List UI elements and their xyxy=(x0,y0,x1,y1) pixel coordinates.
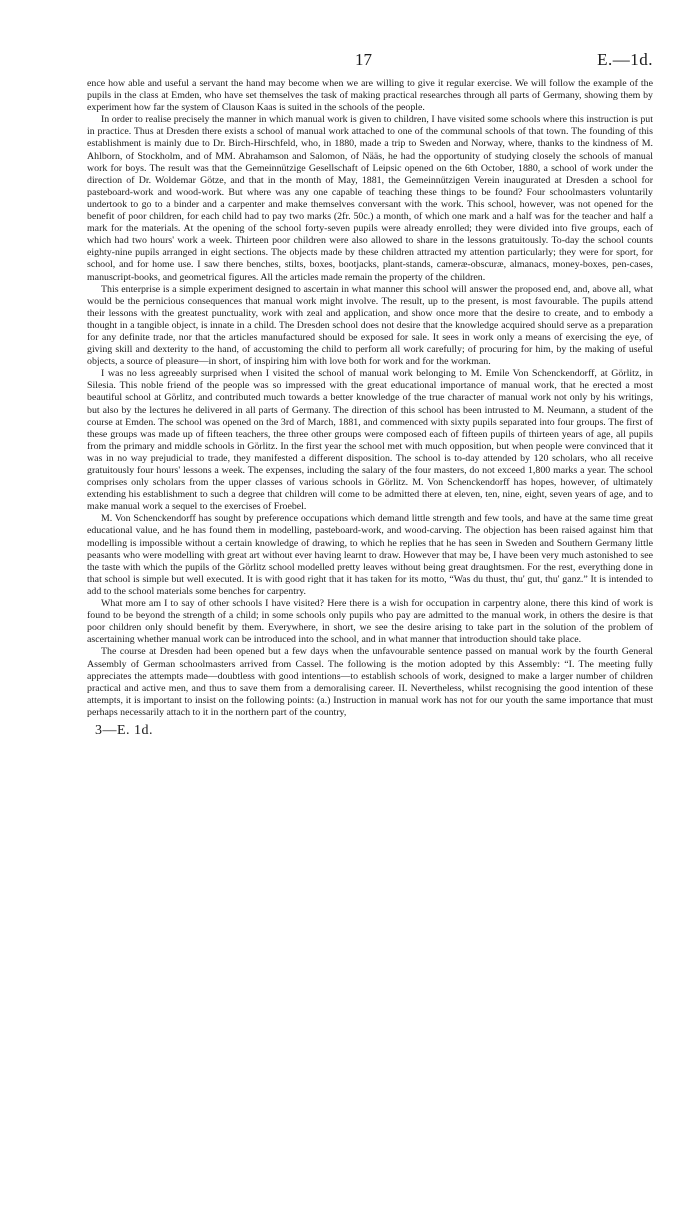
document-page xyxy=(87,50,653,739)
page-number: 17 xyxy=(355,50,372,69)
document-reference: E.—1d. xyxy=(597,50,653,69)
paragraph-enterprise: This enterprise is a simple experiment designed to ascertain in what manner this school will answer the proposed end, and, above all, what would be the pernicious consequences that manual work might involve. The result, up to the present, is most favourable. The pupils attend their lessons with the greatest punctuality, work with zeal and application, and show once more that the desire to create, and to embody a thought in a tangible object, is innate in a child. The Dresden school does not desire that the knowledge acquired should serve as a preparation for any definite trade, nor that the articles manufactured should be exposed for sale. It sees in work only a means of exercising the eye, of giving skill and dexterity to the hand, of accustoming the child to perform all work carefully; of procuring for him, by the making of useful objects, a source of pleasure—in short, of inspiring him with love both for work and for the workman. xyxy=(87,283,653,368)
paragraph-other-schools: What more am I to say of other schools I have visited? Here there is a wish for occupation in carpentry alone, there this kind of work is found to be beyond the strength of a child; in some schools only pupils who pay are admitted to the manual work, in others the desire is that poor children only should benefit by them. Everywhere, in short, we see the desire arising to take part in the solution of the problem of ascertaining whether manual work can be introduced into the school, and in what manner that introduction should take place. xyxy=(87,598,653,646)
paragraph-cassel-assembly: The course at Dresden had been opened but a few days when the unfavourable sentence passed on manual work by the fourth General Assembly of German schoolmasters arrived from Cassel. The following is the motion adopted by this Assembly: “I. The meeting fully appreciates the attempts made—doubtless with good intentions—to establish schools of work, designed to make a larger number of children practical and active men, and thus to save them from a demoralising career. II. Nevertheless, whilst recognising the good intention of these attempts, it is important to insist on the following points: (a.) Instruction in manual work has not for our youth the same importance that must perhaps necessarily attach to it in the northern part of the country, xyxy=(87,646,653,718)
page-header xyxy=(87,50,653,72)
paragraph-gorlitz-school: I was no less agreeably surprised when I visited the school of manual work belonging to M. Emile Von Schenckendorff, at Görlitz, in Silesia. This noble friend of the people was so impressed with the great educational importance of manual work, that he erected a most beautiful school at Görlitz, and contributed much towards a better knowledge of the true character of manual work not only by his writings, but also by the lectures he delivered in all parts of Germany. The direction of this school has been intrusted to M. Neumann, a student of the course at Emden. The school was opened on the 3rd of March, 1881, and commenced with sixty pupils separated into four groups. The first of these groups was made up of fifteen teachers, the three other groups were composed each of fifteen pupils of thirteen years of age, all pupils from the primary and middle schools in Görlitz. In the first year the school met with much opposition, but when people were convinced that it was in no way prejudicial to trade, they manifested a different disposition. The school is to-day attended by 120 scholars, who all receive gratuitously four hours' lessons a week. The expenses, including the salary of the four masters, do not exceed 1,800 marks a year. The school comprises only scholars from the upper classes of various schools in Görlitz. M. Von Schenckendorff has hopes, however, of ultimately extending his establishment to such a degree that children will come to be admitted there at eleven, ten, nine, eight, seven years of age, and to make manual work a sequel to the exercises of Froebel. xyxy=(87,368,653,513)
signature-mark: 3—E. 1d. xyxy=(95,722,154,738)
paragraph-continuation: ence how able and useful a servant the hand may become when we are willing to give it regular exercise. We will follow the example of the pupils in the class at Emden, who have set themselves the task of making practical researches through all parts of Germany, showing them by experiment how far the system of Clauson Kaas is suited in the schools of the people. xyxy=(87,78,653,114)
paragraph-schenckendorff: M. Von Schenckendorff has sought by preference occupations which demand little strength and few tools, and have at the same time great educational value, and he has found them in modelling, pasteboard-work, and wood-carving. The objection has been raised against him that modelling is impossible without a certain knowledge of drawing, to which he replies that he has seen in Sweden and Southern Germany little peasants who were modelling with great art without ever having learnt to draw. However that may be, I have been very much astonished to see the taste with which the pupils of the Görlitz school modelled pretty leaves without being great draughtsmen. For the rest, everything done in that school is simple but well executed. It is with good right that it has taken for its motto, “Was du thust, thu' gut, thu' ganz.” It is intended to add to the school materials some benches for carpentry. xyxy=(87,513,653,597)
body-text xyxy=(87,78,653,719)
paragraph-dresden-school: In order to realise precisely the manner in which manual work is given to children, I have visited some schools where this instruction is put in practice. Thus at Dresden there exists a school of manual work attached to one of the communal schools of that town. The founding of this establishment is mainly due to Dr. Birch-Hirschfeld, who, in 1880, made a trip to Sweden and Norway, where, thanks to the kindness of M. Ahlborn, of Stockholm, and of MM. Abrahamson and Salomon, of Nääs, he had the opportunity of studying closely the schools of manual work for boys. The result was that the Gemeinnützige Gesellschaft of Leipsic opened on the 6th October, 1880, a school of work under the direction of Dr. Woldemar Götze, and that in the month of May, 1881, the Gemeinnützigen Verein inaugurated at Dresden a school for pasteboard-work and wood-work. But where was any one capable of teaching these things to be found? Four schoolmasters voluntarily undertook to go to a binder and a carpenter and make themselves conversant with the work. This school, however, was not opened for the benefit of poor children, for each child had to pay two marks (2fr. 50c.) a month, of which one mark and a half was for the teacher and half a mark for the materials. At the opening of the school forty-seven pupils were already enrolled; they were divided into five groups, each of which had two hours' work a week. Thirteen poor children were also allowed to share in the lessons gratuitously. To-day the school counts eighty-nine pupils arranged in eight sections. The objects made by these children attracted my attention particularly; they were for sport, for school, and for home use. I saw there benches, stilts, boxes, bootjacks, plant-stands, cameræ-obscuræ, almanacs, money-boxes, pen-cases, manuscript-books, and geometrical figures. All the articles made remain the property of the children. xyxy=(87,114,653,283)
